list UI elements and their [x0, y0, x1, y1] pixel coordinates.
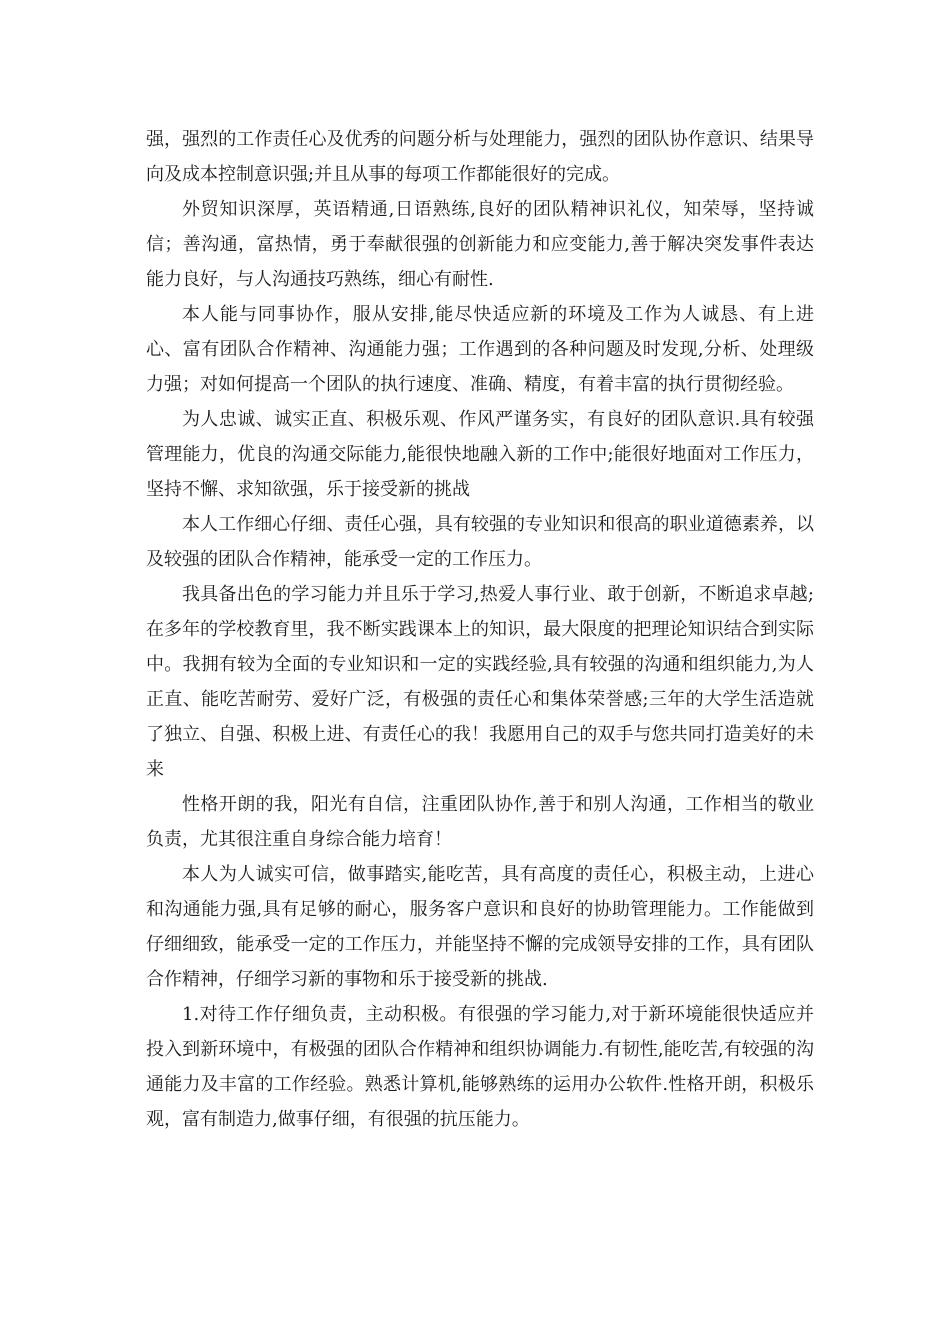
paragraph-1: 强，强烈的工作责任心及优秀的问题分析与处理能力，强烈的团队协作意识、结果导向及成本控制意识强;并且从事的每项工作都能很好的完成。	[146, 129, 814, 185]
paragraph-9: 1.对待工作仔细负责，主动积极。有很强的学习能力,对于新环境能很快适应并投入到新环境中，有极强的团队合作精神和组织协调能力.有韧性,能吃苦,有较强的沟通能力及丰富的工作经验。熟悉计算机,能够熟练的运用办公软件.性格开朗，积极乐观，富有制造力,做事仔细，有很强的抗压能力。	[146, 1004, 814, 1130]
paragraph-4: 为人忠诚、诚实正直、积极乐观、作风严谨务实，有良好的团队意识.具有较强管理能力，优良的沟通交际能力,能很快地融入新的工作中;能很好地面对工作压力，坚持不懈、求知欲强，乐于接受新的挑战	[146, 409, 814, 500]
document-body	[146, 122, 814, 1137]
paragraph-2: 外贸知识深厚，英语精通,日语熟练,良好的团队精神识礼仪，知荣辱，坚持诚信；善沟通，富热情，勇于奉献很强的创新能力和应变能力,善于解决突发事件表达能力良好，与人沟通技巧熟练，细心有耐性.	[146, 199, 814, 290]
paragraph-8: 本人为人诚实可信，做事踏实,能吃苦，具有高度的责任心，积极主动，上进心和沟通能力强,具有足够的耐心，服务客户意识和良好的协助管理能力。工作能做到仔细细致，能承受一定的工作压力，并能坚持不懈的完成领导安排的工作，具有团队合作精神，仔细学习新的事物和乐于接受新的挑战.	[146, 864, 814, 990]
paragraph-7: 性格开朗的我，阳光有自信，注重团队协作,善于和别人沟通，工作相当的敬业负责，尤其很注重自身综合能力培育！	[146, 794, 814, 850]
paragraph-5: 本人工作细心仔细、责任心强，具有较强的专业知识和很高的职业道德素养，以及较强的团队合作精神，能承受一定的工作压力。	[146, 514, 814, 570]
paragraph-6: 我具备出色的学习能力并且乐于学习,热爱人事行业、敢于创新，不断追求卓越;在多年的学校教育里，我不断实践课本上的知识，最大限度的把理论知识结合到实际中。我拥有较为全面的专业知识和一定的实践经验,具有较强的沟通和组织能力,为人正直、能吃苦耐劳、爱好广泛，有极强的责任心和集体荣誉感;三年的大学生活造就了独立、自强、积极上进、有责任心的我！我愿用自己的双手与您共同打造美好的未来	[146, 584, 814, 780]
paragraph-3: 本人能与同事协作，服从安排,能尽快适应新的环境及工作为人诚恳、有上进心、富有团队合作精神、沟通能力强；工作遇到的各种问题及时发现,分析、处理级力强；对如何提高一个团队的执行速度、准确、精度，有着丰富的执行贯彻经验。	[146, 304, 814, 395]
